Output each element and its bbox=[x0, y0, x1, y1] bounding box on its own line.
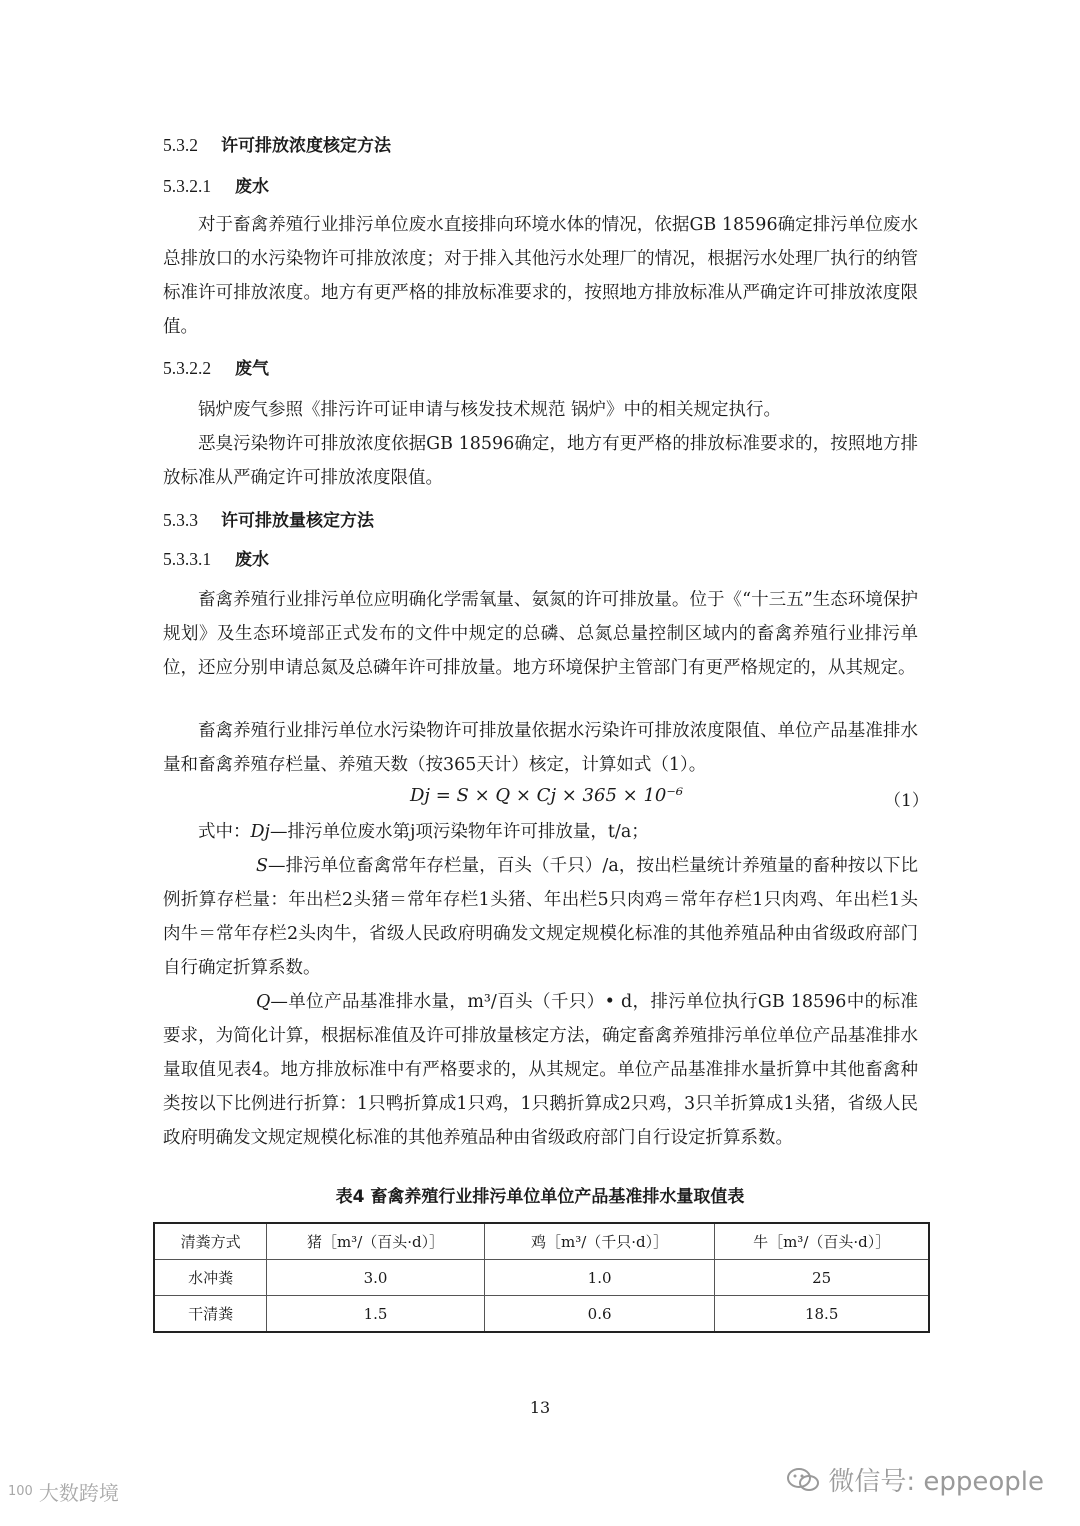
table-cell: 1.0 bbox=[484, 1260, 715, 1296]
section-number: 5.3.2.2 bbox=[163, 358, 212, 378]
brand-watermark bbox=[8, 1477, 119, 1506]
wechat-icon bbox=[786, 1466, 820, 1494]
brand-badge-number: 100 bbox=[8, 1484, 33, 1499]
table-cell: 水冲粪 bbox=[154, 1260, 267, 1296]
heading-5-3-2 bbox=[163, 131, 391, 156]
section-number: 5.3.2 bbox=[163, 135, 198, 155]
formula-definitions bbox=[163, 815, 918, 1155]
definition-s: S—排污单位畜禽常年存栏量，百头（千只）/a，按出栏量统计养殖量的畜种按以下比例折算存栏量：年出栏2头猪＝常年存栏1头猪、年出栏5只肉鸡＝常年存栏1只肉鸡、年出栏1头肉牛＝常年存栏2头肉牛，省级人民政府明确发文规定规模化标准的其他养殖品种由省级政府部门自行确定折算系数。 bbox=[163, 856, 918, 978]
wechat-watermark bbox=[786, 1461, 1044, 1498]
table-cell: 18.5 bbox=[715, 1296, 929, 1333]
paragraph-emission-amount: 畜禽养殖行业排污单位应明确化学需氧量、氨氮的许可排放量。位于《“十三五”生态环境保护规划》及生态环境部正式发布的文件中规定的总磷、总氮总量控制区域内的畜禽养殖行业排污单位，还应分别申请总氮及总磷年许可排放量。地方环境保护主管部门有更严格规定的，从其规定。 bbox=[163, 590, 918, 678]
formula-number: （1） bbox=[884, 791, 929, 811]
heading-5-3-2-1 bbox=[163, 172, 269, 197]
section-number: 5.3.3.1 bbox=[163, 549, 212, 569]
heading-5-3-2-2 bbox=[163, 354, 269, 379]
paragraph-odor: 恶臭污染物许可排放浓度依据GB 18596确定，地方有更严格的排放标准要求的，按照地方排放标准从严确定许可排放浓度限值。 bbox=[163, 434, 918, 488]
formula-expression: Dj = S × Q × Cj × 365 × 10⁻⁶ bbox=[410, 785, 684, 806]
section-title: 废水 bbox=[235, 177, 269, 197]
table-cell: 25 bbox=[715, 1260, 929, 1296]
table-header-cell: 牛［m³/（百头·d）］ bbox=[715, 1223, 929, 1260]
brand-watermark-text: 大数跨境 bbox=[38, 1481, 119, 1505]
section-title: 废水 bbox=[235, 550, 269, 570]
drainage-table bbox=[153, 1222, 930, 1333]
table-title: 表4 畜禽养殖行业排污单位单位产品基准排水量取值表 bbox=[335, 1187, 745, 1207]
wechat-id-text: 微信号: eppeople bbox=[828, 1467, 1044, 1497]
table-row bbox=[154, 1260, 929, 1296]
table-cell: 干清粪 bbox=[154, 1296, 267, 1333]
section-title: 许可排放量核定方法 bbox=[221, 511, 374, 531]
paragraph-boiler-gas: 锅炉废气参照《排污许可证申请与核发技术规范 锅炉》中的相关规定执行。 bbox=[198, 400, 782, 420]
definition-d: 式中：Dj—排污单位废水第j项污染物年许可排放量，t/a； bbox=[198, 822, 649, 842]
section-number: 5.3.3 bbox=[163, 510, 198, 530]
paragraph-calculation-basis: 畜禽养殖行业排污单位水污染物许可排放量依据水污染许可排放浓度限值、单位产品基准排水量和畜禽养殖存栏量、养殖天数（按365天计）核定，计算如式（1）。 bbox=[163, 721, 918, 775]
section-title: 废气 bbox=[235, 359, 269, 379]
paragraph-wastewater-concentration: 对于畜禽养殖行业排污单位废水直接排向环境水体的情况，依据GB 18596确定排污单位废水总排放口的水污染物许可排放浓度；对于排入其他污水处理厂的情况，根据污水处理厂执行的纳管标准许可排放浓度。地方有更严格的排放标准要求的，按照地方排放标准从严确定许可排放浓度限值。 bbox=[163, 215, 918, 337]
table-cell: 1.5 bbox=[267, 1296, 485, 1333]
symbol-d: Dj bbox=[250, 822, 270, 842]
table-cell: 0.6 bbox=[484, 1296, 715, 1333]
symbol-q: Q bbox=[256, 992, 271, 1012]
heading-5-3-3 bbox=[163, 506, 374, 531]
section-number: 5.3.2.1 bbox=[163, 176, 212, 196]
heading-5-3-3-1 bbox=[163, 545, 269, 570]
table-row bbox=[154, 1296, 929, 1333]
table-header-cell: 鸡［m³/（千只·d）］ bbox=[484, 1223, 715, 1260]
symbol-s: S bbox=[256, 856, 268, 876]
table-header-row bbox=[154, 1223, 929, 1260]
formula-1 bbox=[0, 781, 1080, 815]
table-header-cell: 猪［m³/（百头·d）］ bbox=[267, 1223, 485, 1260]
section-title: 许可排放浓度核定方法 bbox=[221, 136, 391, 156]
page-number: 13 bbox=[529, 1398, 551, 1417]
table-header-cell: 清粪方式 bbox=[154, 1223, 267, 1260]
definition-q: Q—单位产品基准排水量，m³/百头（千只）• d，排污单位执行GB 18596中的标准要求，为简化计算，根据标准值及许可排放量核定方法，确定畜禽养殖排污单位单位产品基准排水量取值见表4。地方排放标准中有严格要求的，从其规定。单位产品基准排水量折算中其他畜禽种类按以下比例进行折算：1只鸭折算成1只鸡，1只鹅折算成2只鸡，3只羊折算成1头猪，省级人民政府明确发文规定规模化标准的其他养殖品种由省级政府部门自行设定折算系数。 bbox=[163, 992, 918, 1148]
table-cell: 3.0 bbox=[267, 1260, 485, 1296]
